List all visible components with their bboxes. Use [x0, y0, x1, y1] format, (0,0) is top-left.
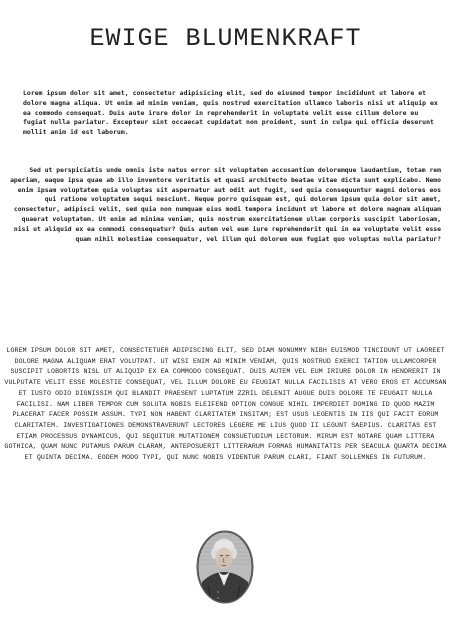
- paragraph-uppercase-centered: LOREM IPSUM DOLOR SIT AMET, CONSECTETUER ADIPISCING ELIT, SED DIAM NONUMMY NIBH EUISMOD TINCIDUNT UT LAOREET DOLORE MAGNA ALIQUAM ERAT VOLUTPAT. UT WISI ENIM AD MINIM VENIAM, QUIS NOSTRUD EXERCI TATION ULLAMCORPER SUSCIPIT LOBORTIS NISL UT ALIQUIP EX EA COMMODO CONSEQUAT. DUIS AUTEM VEL EUM IRIURE DOLOR IN HENDRERIT IN VULPUTATE VELIT ESSE MOLESTIE CONSEQUAT, VEL ILLUM DOLORE EU FEUGIAT NULLA FACILISIS AT VERO EROS ET ACCUMSAN ET IUSTO ODIO DIGNISSIM QUI BLANDIT PRAESENT LUPTATUM ZZRIL DELENIT AUGUE DUIS DOLORE TE FEUGAIT NULLA FACILISI. NAM LIBER TEMPOR CUM SOLUTA NOBIS ELEIFEND OPTION CONGUE NIHIL IMPERDIET DOMING ID QUOD MAZIM PLACERAT FACER POSSIM ASSUM. TYPI NON HABENT CLARITATEM INSITAM; EST USUS LEGENTIS IN IIS QUI FACIT EORUM CLARITATEM. INVESTIGATIONES DEMONSTRAVERUNT LECTORES LEGERE ME LIUS QUOD II LEGUNT SAEPIUS. CLARITAS EST ETIAM PROCESSUS DYNAMICUS, QUI SEQUITUR MUTATIONEM CONSUETUDIUM LECTORUM. MIRUM EST NOTARE QUAM LITTERA GOTHICA, QUAM NUNC PUTAMUS PARUM CLARAM, ANTEPOSUERIT LITTERARUM FORMAS HUMANITATIS PER SEACULA QUARTA DECIMA ET QUINTA DECIMA. EODEM MODO TYPI, QUI NUNC NOBIS VIDENTUR PARUM CLARI, FIANT SOLLEMNES IN FUTURUM.: [4, 347, 447, 462]
- portrait-engraving: [196, 530, 254, 604]
- page-title: EWIGE BLUMENKRAFT: [89, 24, 362, 53]
- paragraph-intro: Lorem ipsum dolor sit amet, consectetur adipisicing elit, sed do eiusmod tempor incididunt ut labore et dolore magna aliqua. Ut enim ad minim veniam, quis nostrud exercitation ullamco laboris nisi ut aliquip ex ea commodo consequat. Duis aute irure dolor in reprehenderit in voluptate velit esse cillum dolore eu fugiat nulla pariatur. Excepteur sint occaecat cupidatat non proident, sunt in culpa qui officia deserunt mollit anim id est laborum.: [23, 89, 438, 137]
- paragraph-right-aligned: Sed ut perspiciatis unde omnis iste natus error sit voluptatem accusantium doloremque laudantium, totam rem aperiam, eaque ipsa quae ab illo inventore veritatis et quasi architecto beatae vitae dicta sunt explicabo. Nemo enim ipsam voluptatem quia voluptas sit aspernatur aut odit aut fugit, sed quia consequuntur magni dolores eos qui ratione voluptatem sequi nesciunt. Neque porro quisquam est, qui dolorem ipsum quia dolor sit amet, consectetur, adipisci velit, sed quia non numquam eius modi tempora incidunt ut labore et dolore magnam aliquam quaerat voluptatem. Ut enim ad minima veniam, quis nostrum exercitationem ullam corporis suscipit laboriosam, nisi ut aliquid ex ea commodi consequatur? Quis autem vel eum iure reprehenderit qui in ea voluptate velit esse quam nihil molestiae consequatur, vel illum qui dolorem eum fugiat quo voluptas nulla pariatur?: [10, 166, 441, 243]
